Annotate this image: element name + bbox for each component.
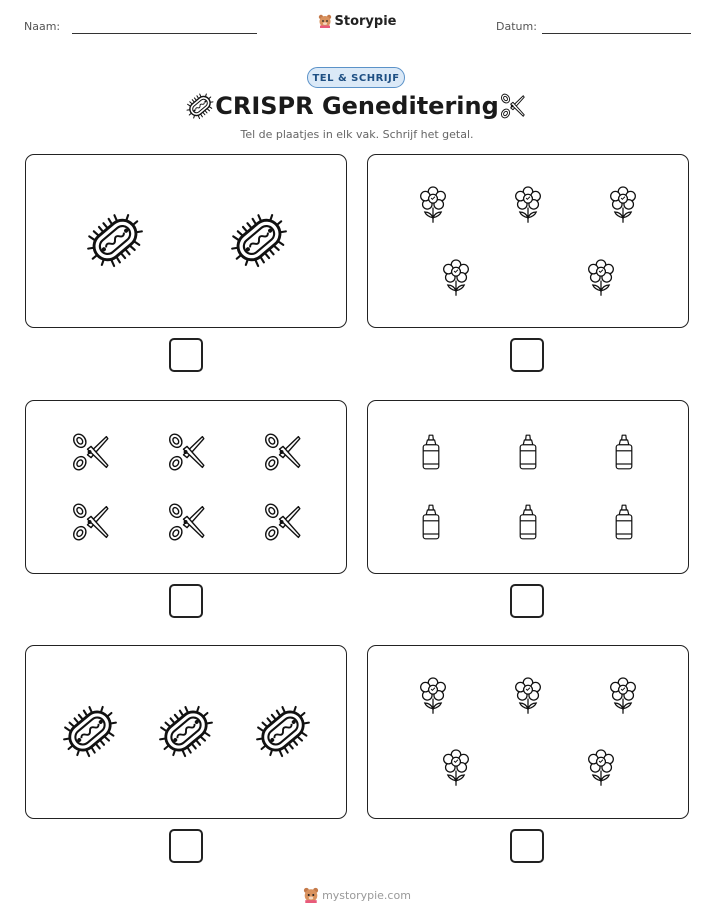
count-panel-5: [25, 645, 347, 819]
flower-icon: [509, 180, 547, 230]
count-panel-1: [25, 154, 347, 328]
flower-icon: [582, 253, 620, 303]
count-panel-2: [367, 154, 689, 328]
scissors-icon: [166, 499, 208, 545]
scissors-icon: [499, 91, 527, 121]
answer-box-5[interactable]: [169, 829, 203, 863]
bacterium-icon: [158, 703, 214, 759]
page-title: CRISPR Geneditering: [215, 92, 499, 120]
flower-icon: [414, 180, 452, 230]
instruction-text: Tel de plaatjes in elk vak. Schrijf het getal.: [240, 128, 474, 141]
scissors-icon: [70, 499, 112, 545]
flower-icon: [414, 671, 452, 721]
answer-box-3[interactable]: [169, 584, 203, 618]
brand-name: Storypie: [334, 14, 397, 29]
flower-icon: [604, 180, 642, 230]
bacterium-icon: [230, 211, 288, 269]
date-line[interactable]: [542, 33, 691, 34]
answer-box-6[interactable]: [510, 829, 544, 863]
bottle-icon: [510, 427, 546, 477]
count-panel-3: [25, 400, 347, 574]
bottle-icon: [413, 427, 449, 477]
count-panel-4: [367, 400, 689, 574]
bottle-icon: [606, 427, 642, 477]
scissors-icon: [166, 429, 208, 475]
bottle-icon: [510, 497, 546, 547]
scissors-icon: [70, 429, 112, 475]
bottle-icon: [413, 497, 449, 547]
flower-icon: [509, 671, 547, 721]
answer-box-1[interactable]: [169, 338, 203, 372]
activity-badge: TEL & SCHRIJF: [307, 67, 405, 88]
scissors-icon: [262, 429, 304, 475]
bear-mascot-icon: [318, 14, 332, 32]
bacterium-icon: [86, 211, 144, 269]
flower-icon: [604, 671, 642, 721]
scissors-icon: [262, 499, 304, 545]
bacterium-icon: [62, 703, 118, 759]
answer-box-2[interactable]: [510, 338, 544, 372]
flower-icon: [437, 253, 475, 303]
footer-url[interactable]: mystorypie.com: [322, 889, 411, 902]
name-label: Naam:: [24, 20, 61, 33]
count-panel-6: [367, 645, 689, 819]
bottle-icon: [606, 497, 642, 547]
footer: [0, 887, 714, 906]
name-line[interactable]: [72, 33, 257, 34]
date-label: Datum:: [496, 20, 537, 33]
brand-logo: [0, 14, 714, 32]
bear-mascot-icon: [303, 887, 319, 906]
answer-box-4[interactable]: [510, 584, 544, 618]
flower-icon: [582, 743, 620, 793]
bacterium-icon: [255, 703, 311, 759]
flower-icon: [437, 743, 475, 793]
